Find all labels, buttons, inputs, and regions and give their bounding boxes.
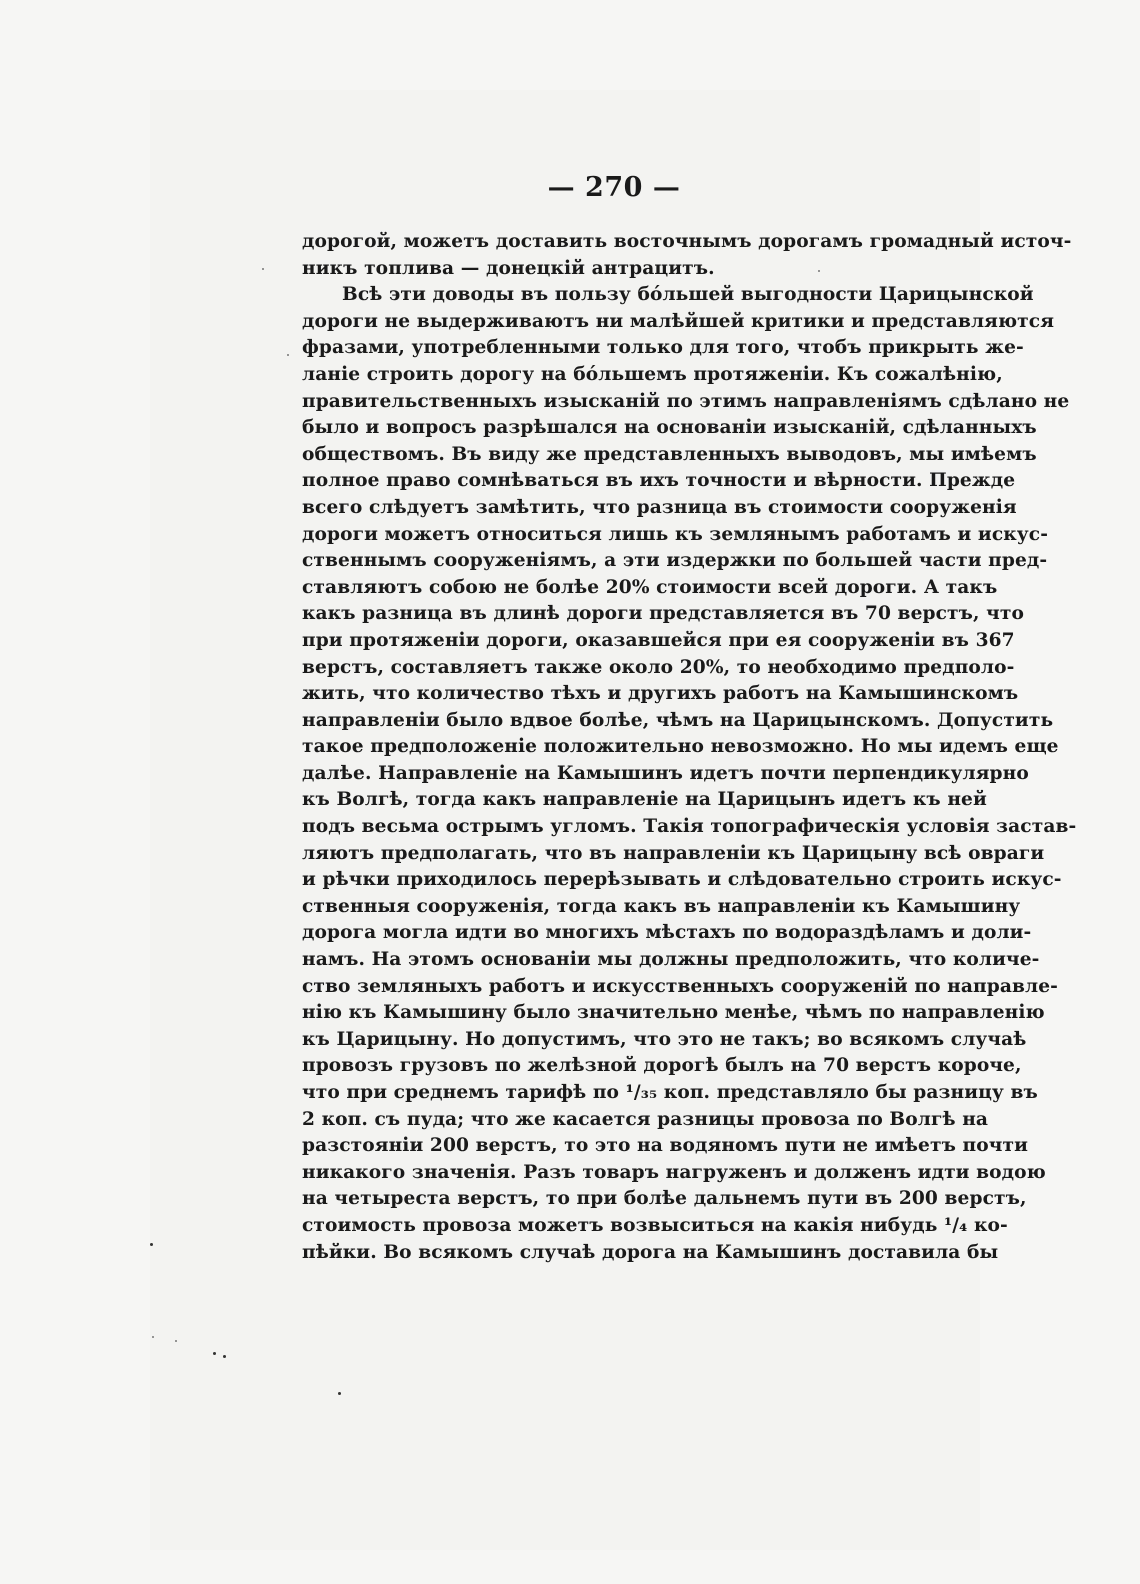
text-line: никакого значенія. Разъ товаръ нагруженъ и долженъ идти водою <box>302 1161 1046 1183</box>
text-line: и рѣчки приходилось перерѣзывать и слѣдовательно строить искус- <box>302 869 1062 891</box>
text-line: къ Царицыну. Но допустимъ, что это не такъ; во всякомъ случаѣ <box>302 1028 1027 1050</box>
text-line: дороги не выдерживаютъ ни малѣйшей критики и представляются <box>302 310 1055 332</box>
scan-speck <box>818 270 820 272</box>
scan-speck <box>213 1352 216 1355</box>
text-line: ставляютъ собою не болѣе 20% стоимости всей дороги. А такъ <box>302 576 998 598</box>
body-text <box>302 229 1077 1266</box>
text-line: при протяженіи дороги, оказавшейся при ея сооруженіи въ 367 <box>302 629 1015 651</box>
text-line: ственнымъ сооруженіямъ, а эти издержки по большей части пред- <box>302 550 1048 572</box>
text-line: провозъ грузовъ по желѣзной дорогѣ былъ на 70 верстъ короче, <box>302 1055 1022 1077</box>
text-line: что при среднемъ тарифѣ по ¹/₃₅ коп. представляло бы разницу въ <box>302 1082 1038 1103</box>
scan-speck <box>262 268 264 270</box>
text-line: жить, что количество тѣхъ и другихъ работъ на Камышинскомъ <box>302 683 1019 705</box>
text-line: правительственныхъ изысканій по этимъ направленіямъ сдѣлано не <box>302 390 1070 412</box>
text-line: далѣе. Направленіе на Камышинъ идетъ почти перпендикулярно <box>302 762 1029 784</box>
scan-speck <box>287 354 289 356</box>
scan-speck <box>223 1355 226 1358</box>
text-line: ляютъ предполагать, что въ направленіи къ Царицыну всѣ овраги <box>302 842 1045 864</box>
text-line: полное право сомнѣваться въ ихъ точности и вѣрности. Прежде <box>302 470 1016 492</box>
text-line: фразами, употребленными только для того, чтобъ прикрыть же- <box>302 337 1024 359</box>
text-line: дорогой, можетъ доставить восточнымъ дорогамъ громадный источ- <box>302 231 1072 252</box>
text-line: стоимость провоза можетъ возвыситься на какія нибудь ¹/₄ ко- <box>302 1214 1008 1236</box>
text-line: было и вопросъ разрѣшался на основаніи изысканій, сдѣланныхъ <box>302 417 1037 439</box>
scan-speck <box>175 1340 177 1342</box>
text-line: какъ разница въ длинѣ дороги представляется въ 70 верстъ, что <box>302 603 1024 625</box>
text-line: нію къ Камышину было значительно менѣе, чѣмъ по направленію <box>302 1002 1045 1024</box>
text-line: такое предположеніе положительно невозможно. Но мы идемъ еще <box>302 736 1059 758</box>
text-line: всего слѣдуетъ замѣтить, что разница въ стоимости сооруженія <box>302 496 1017 518</box>
page-number: — 270 — <box>547 172 681 203</box>
text-line: ланіе строить дорогу на бо́льшемъ протяженіи. Къ сожалѣнію, <box>302 363 1003 385</box>
text-line: пѣйки. Во всякомъ случаѣ дорога на Камышинъ доставила бы <box>302 1241 999 1263</box>
text-line: ство земляныхъ работъ и искусственныхъ сооруженій по направле- <box>302 975 1058 997</box>
text-line: направленіи было вдвое болѣе, чѣмъ на Царицынскомъ. Допустить <box>302 709 1054 731</box>
text-line: подъ весьма острымъ угломъ. Такія топографическія условія застав- <box>302 816 1077 838</box>
scan-speck <box>338 1392 341 1395</box>
text-line: 2 коп. съ пуда; что же касается разницы провоза по Волгѣ на <box>302 1108 989 1130</box>
text-line: разстояніи 200 верстъ, то это на водяномъ пути не имѣетъ почти <box>302 1135 1028 1157</box>
text-line: Всѣ эти доводы въ пользу бо́льшей выгодности Царицынской <box>342 284 1034 306</box>
text-line: обществомъ. Въ виду же представленныхъ выводовъ, мы имѣемъ <box>302 443 1037 465</box>
scan-speck <box>152 1336 154 1338</box>
text-line: верстъ, составляетъ также около 20%, то необходимо предполо- <box>302 656 1015 678</box>
text-line: на четыреста верстъ, то при болѣе дальнемъ пути въ 200 верстъ, <box>302 1188 1027 1210</box>
text-line: намъ. На этомъ основаніи мы должны предположить, что количе- <box>302 949 1040 971</box>
text-line: къ Волгѣ, тогда какъ направленіе на Царицынъ идетъ къ ней <box>302 789 987 811</box>
text-line: никъ топлива — донецкій антрацитъ. <box>302 257 715 279</box>
text-line: дорога могла идти во многихъ мѣстахъ по водораздѣламъ и доли- <box>302 922 1032 944</box>
scan-speck <box>150 1243 153 1246</box>
text-line: ственныя сооруженія, тогда какъ въ направленіи къ Камышину <box>302 895 1021 917</box>
text-line: дороги можетъ относиться лишь къ землянымъ работамъ и искус- <box>302 523 1049 545</box>
